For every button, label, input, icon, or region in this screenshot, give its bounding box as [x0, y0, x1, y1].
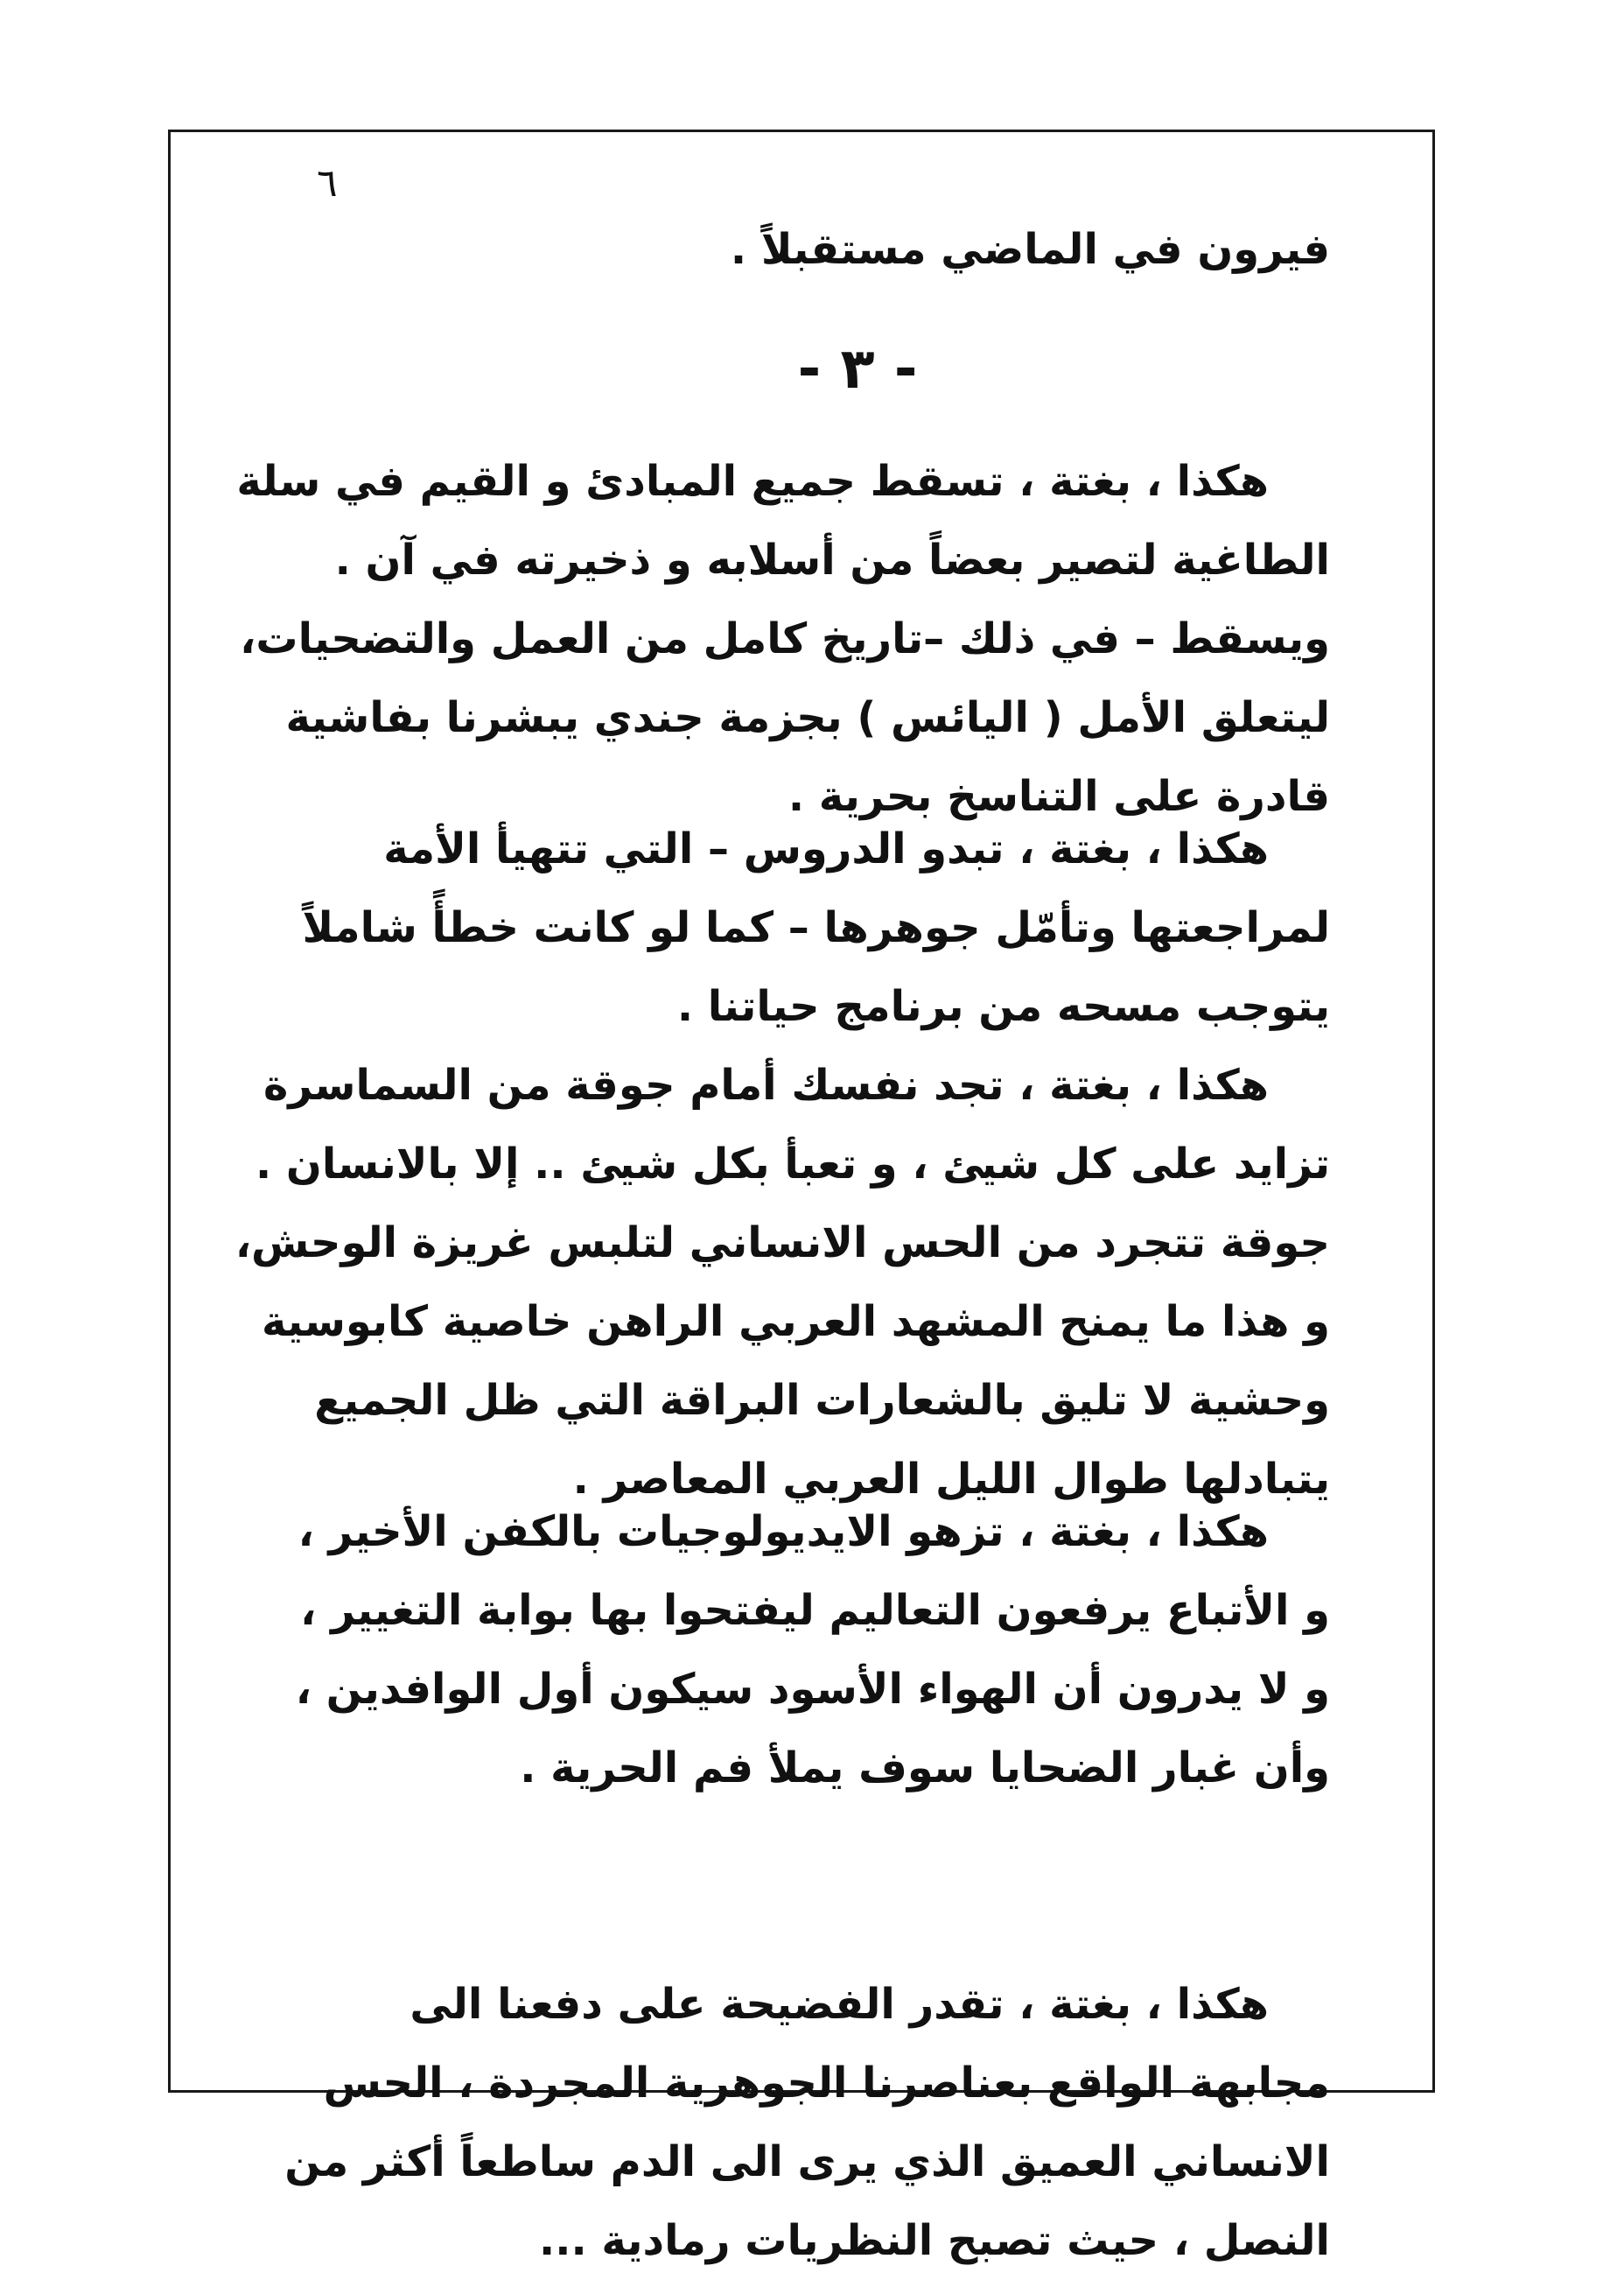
paragraph-line: و الأتباع يرفعون التعاليم ليفتحوا بها بوابة التغيير ، [300, 1586, 1330, 1635]
paragraph-line: مجابهة الواقع بعناصرنا الجوهرية المجردة ، الحس [323, 2059, 1330, 2108]
frame-top-border [168, 130, 1435, 132]
paragraph-line: وحشية لا تليق بالشعارات البراقة التي ظل الجميع [314, 1376, 1330, 1425]
page-number: ٦ [317, 161, 338, 206]
paragraph-line: هكذا ، بغتة ، تزهو الايديولوجيات بالكفن الأخير ، [298, 1507, 1269, 1556]
paragraph-line: ويسقط – في ذلك –تاريخ كامل من العمل والتضحيات، [240, 614, 1330, 663]
paragraph-4 [289, 1492, 1330, 1807]
paragraph-line: قادرة على التناسخ بحرية . [788, 772, 1330, 821]
paragraph-line: هكذا ، بغتة ، تبدو الدروس – التي تتهيأ الأمة [383, 824, 1269, 873]
paragraph-line: تزايد على كل شيئ ، و تعبأ بكل شيئ .. إلا بالانسان . [255, 1140, 1330, 1189]
paragraph-line: و لا يدرون أن الهواء الأسود سيكون أول الوافدين ، [295, 1665, 1330, 1714]
intro-line: فيرون في الماضي مستقبلاً . [730, 225, 1330, 274]
paragraph-line: وأن غبار الضحايا سوف يملأ فم الحرية . [520, 1743, 1330, 1792]
paragraph-line: الطاغية لتصير بعضاً من أسلابه و ذخيرته في آن . [334, 536, 1330, 585]
paragraph-line: لمراجعتها وتأمّل جوهرها – كما لو كانت خطأً شاملاً [302, 903, 1330, 952]
paragraph-line: هكذا ، بغتة ، تجد نفسك أمام جوقة من السماسرة [263, 1061, 1269, 1110]
paragraph-5 [284, 1965, 1330, 2280]
paragraph-1 [236, 442, 1330, 836]
paragraph-line: الانساني العميق الذي يرى الى الدم ساطعاً أكثر من [284, 2137, 1330, 2186]
paragraph-line: و هذا ما يمنح المشهد العربي الراهن خاصية كابوسية [262, 1297, 1330, 1346]
paragraph-line: ليتعلق الأمل ( اليائس ) بجزمة جندي يبشرنا بفاشية [285, 693, 1330, 742]
paragraph-line: يتوجب مسحه من برنامج حياتنا . [676, 982, 1330, 1031]
paragraph-2 [289, 810, 1330, 1046]
intro-line-block [289, 210, 1330, 289]
frame-right-border [1432, 130, 1435, 2093]
paragraph-line: جوقة تتجرد من الحس الانساني لتلبس غريزة الوحش، [234, 1218, 1330, 1267]
paragraph-line: النصل ، حيث تصبح النظريات رمادية ... [538, 2216, 1330, 2265]
frame-left-border [168, 130, 171, 2093]
paragraph-line: هكذا ، بغتة ، تقدر الفضيحة على دفعنا الى [410, 1980, 1269, 2029]
paragraph-line: هكذا ، بغتة ، تسقط جميع المبادئ و القيم في سلة [236, 457, 1269, 506]
paragraph-line: يتبادلها طوال الليل العربي المعاصر . [572, 1455, 1330, 1504]
paragraph-3 [234, 1046, 1330, 1519]
section-marker: - ٣ - [797, 337, 918, 402]
